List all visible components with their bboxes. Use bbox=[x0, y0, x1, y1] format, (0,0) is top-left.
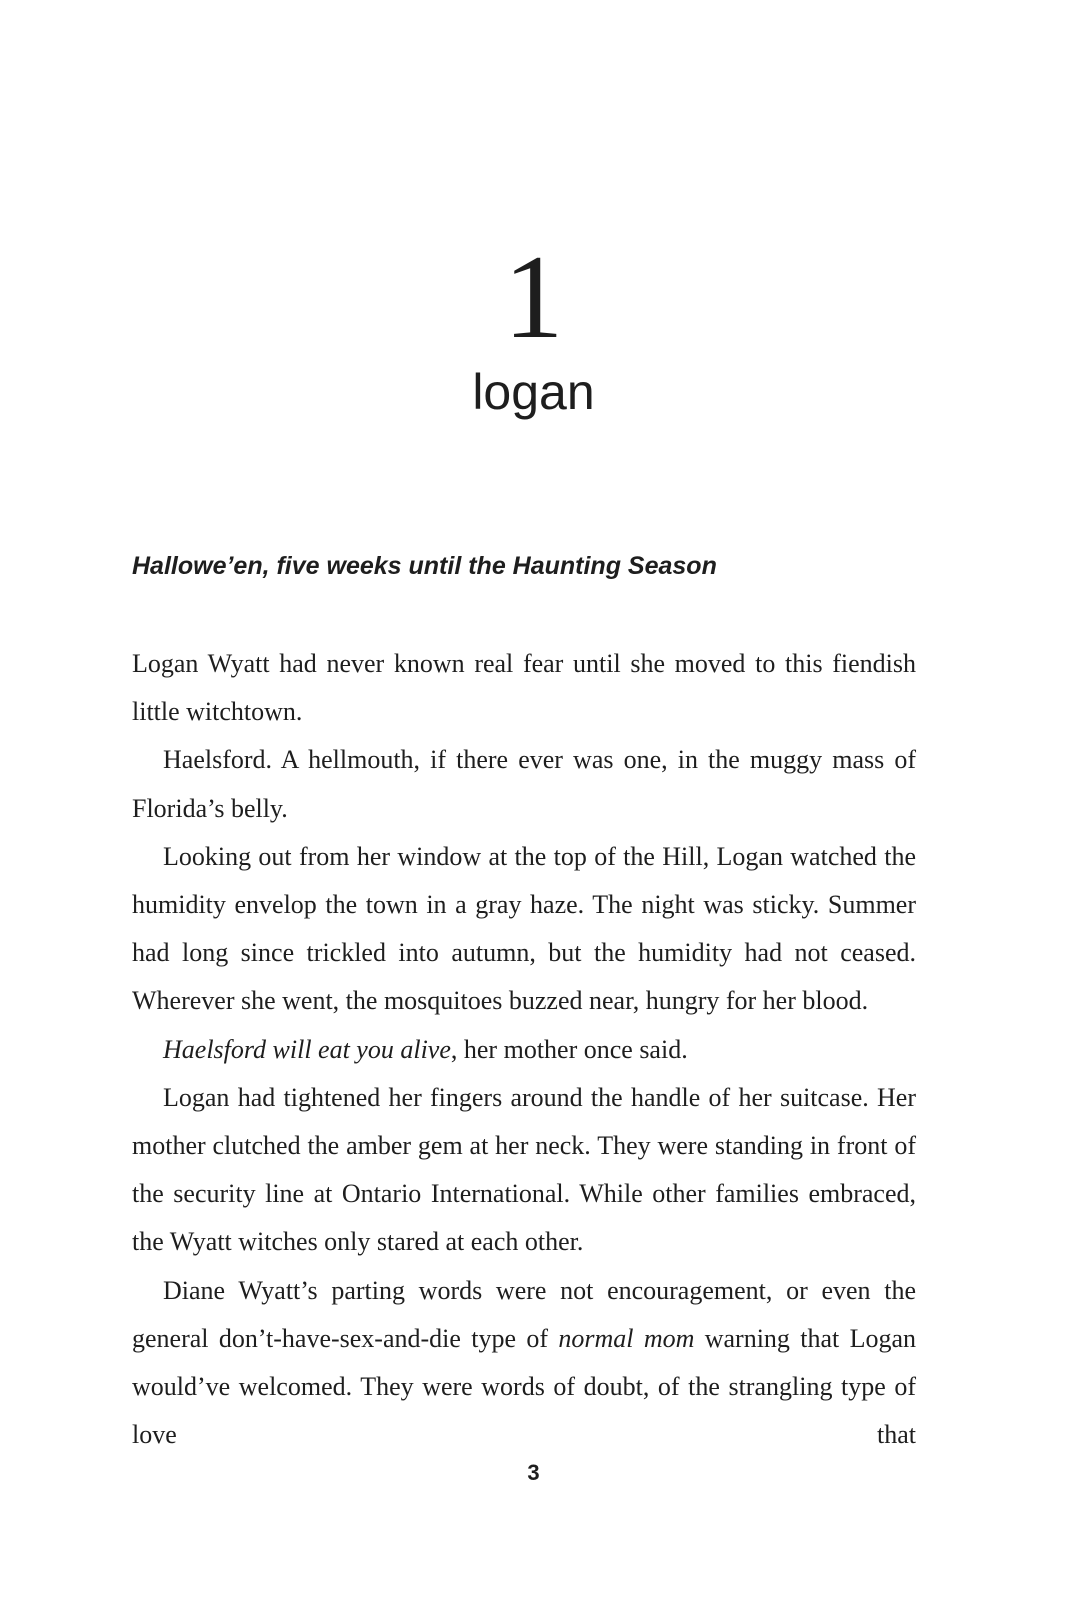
paragraph-4-rest: , her mother once said. bbox=[450, 1034, 688, 1064]
body-text bbox=[132, 640, 916, 1459]
paragraph-4 bbox=[132, 1026, 916, 1074]
italic-phrase: normal mom bbox=[558, 1323, 695, 1353]
chapter-number: 1 bbox=[503, 230, 564, 363]
paragraph-6-before: Diane Wyatt’s parting words were not encouragement, or even the general don’t-have-sex-and-die type of bbox=[132, 1275, 916, 1353]
italic-quote: Haelsford will eat you alive bbox=[163, 1034, 451, 1064]
paragraph-6-after: warning that Logan would’ve welcomed. They were words of doubt, of the strangling type of love that bbox=[132, 1323, 917, 1450]
paragraph-3: Looking out from her window at the top of the Hill, Logan watched the humidity envelop the town in a gray haze. The night was sticky. Summer had long since trickled into autumn, but the humidity had not ceased. Wherever she went, the mosquitoes buzzed near, hungry for her blood. bbox=[132, 841, 916, 1016]
paragraph-6 bbox=[132, 1267, 916, 1460]
paragraph-1: Logan Wyatt had never known real fear until she moved to this fiendish little witchtown. bbox=[132, 649, 916, 727]
chapter-epigraph: Hallowe’en, five weeks until the Haunting Season bbox=[132, 552, 717, 580]
paragraph-2: Haelsford. A hellmouth, if there ever was one, in the muggy mass of Florida’s belly. bbox=[132, 745, 916, 823]
chapter-title: logan bbox=[472, 364, 595, 420]
paragraph-5: Logan had tightened her fingers around the handle of her suitcase. Her mother clutched the amber gem at her neck. They were standing in front of the security line at Ontario International. While other families embraced, the Wyatt witches only stared at each other. bbox=[132, 1082, 916, 1257]
page-number: 3 bbox=[527, 1460, 540, 1485]
